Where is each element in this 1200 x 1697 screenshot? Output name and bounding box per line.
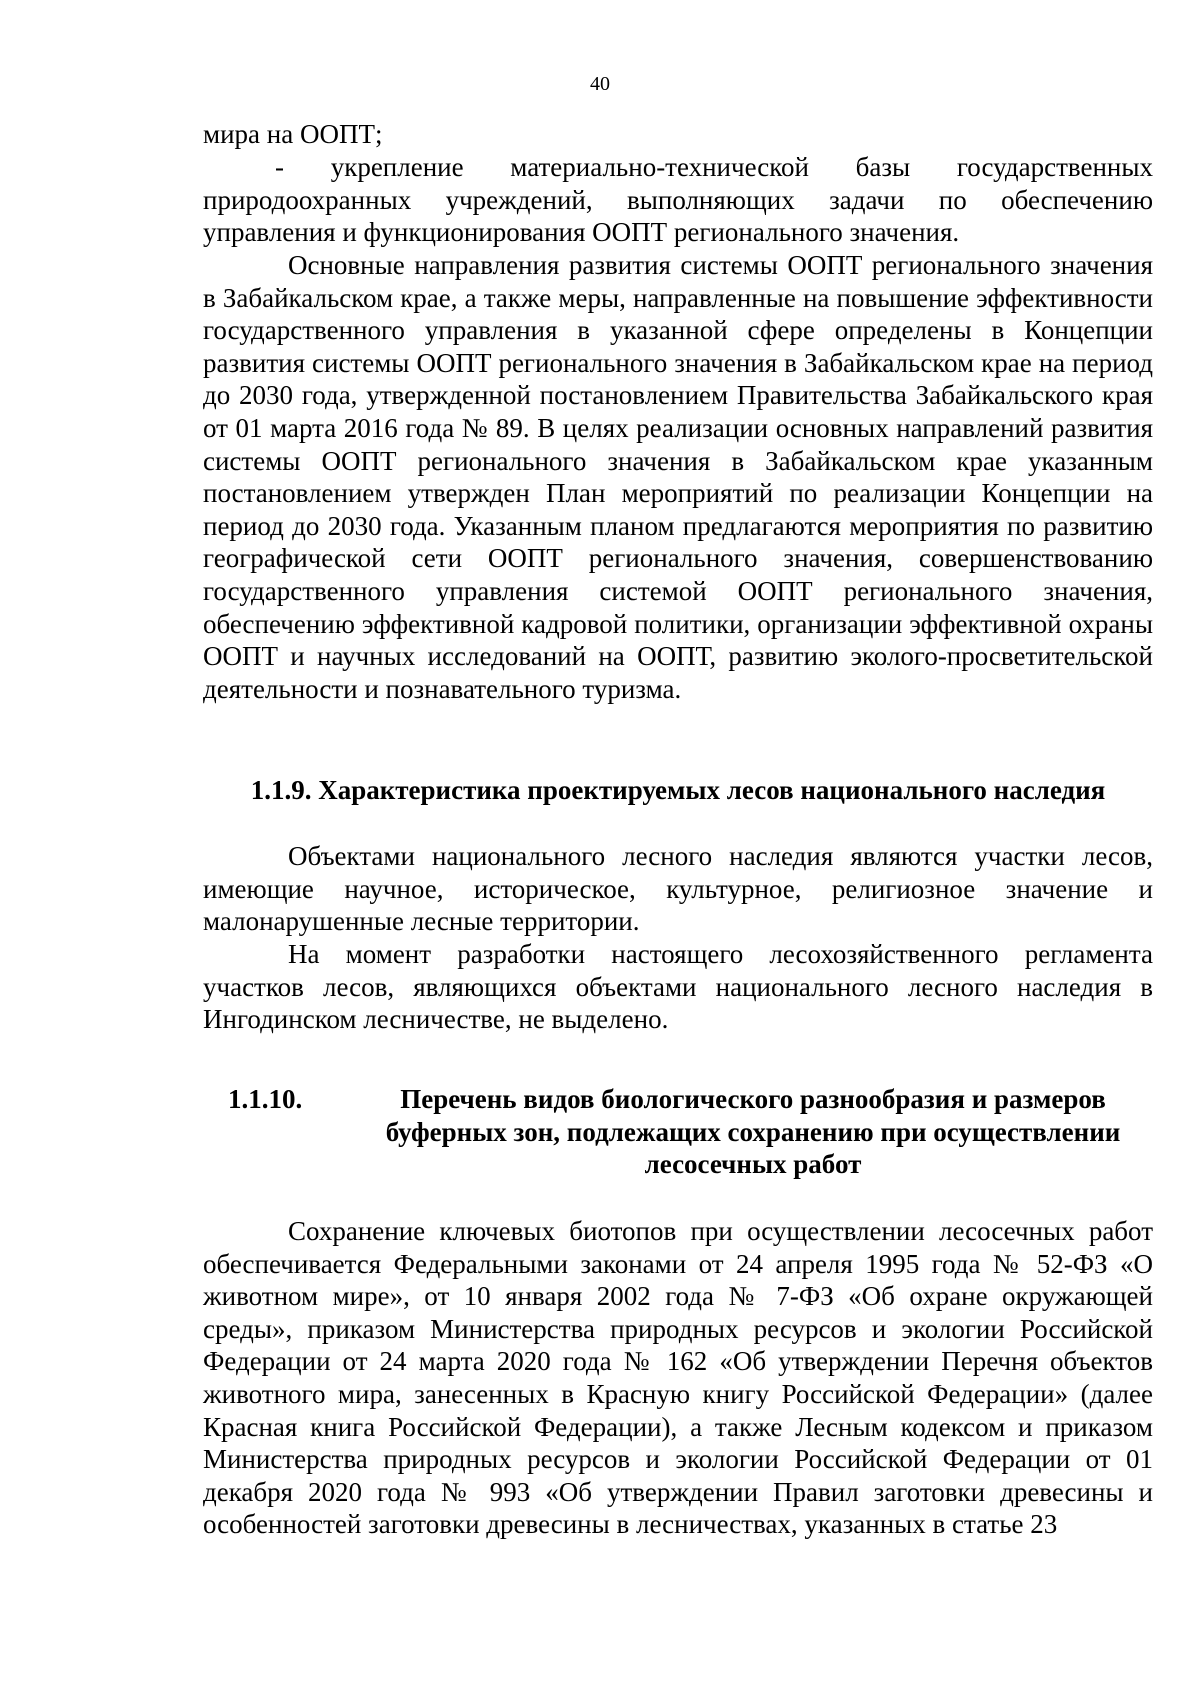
continuation-line: мира на ООПТ; [203, 119, 383, 149]
main-directions-paragraph: Основные направления развития системы ООПТ регионального значения в Забайкальском крае, а также меры, направленные на повышение эффективности государственного управления в указанной сфере определены в Концепции развития системы ООПТ регионального значения в Забайкальском крае на период до 2030 года, утвержденной постановлением Правительства Забайкальского края от 01 марта 2016 года № 89. В целях реализации основных направлений развития системы ООПТ регионального значения в Забайкальском крае указанным постановлением утвержден План мероприятий по реализации Концепции на период до 2030 года. Указанным планом предлагаются мероприятия по развитию географической сети ООПТ регионального значения, совершенствованию государственного управления системой ООПТ регионального значения, обеспечению эффективной кадровой политики, организации эффективной охраны ООПТ и научных исследований на ООПТ, развитию эколого-просветительской деятельности и познавательного туризма. [203, 250, 1153, 704]
section-1-1-9-paragraph-2: На момент разработки настоящего лесохозяйственного регламента участков лесов, являющихся объектами национального лесного наследия в Ингодинском лесничестве, не выделено. [203, 939, 1153, 1035]
section-number: 1.1.10. [228, 1084, 303, 1114]
section-title: Перечень видов биологического разнообразия и размеров буферных зон, подлежащих сохранению при осуществлении лесосечных работ [385, 1084, 1121, 1180]
section-1-1-10-paragraph-1: Сохранение ключевых биотопов при осуществлении лесосечных работ обеспечивается Федеральными законами от 24 апреля 1995 года № 52-ФЗ «О животном мире», от 10 января 2002 года № 7-ФЗ «Об охране окружающей среды», приказом Министерства природных ресурсов и экологии Российской Федерации от 24 марта 2020 года № 162 «Об утверждении Перечня объектов животного мира, занесенных в Красную книгу Российской Федерации» (далее Красная книга Российской Федерации), а также Лесным кодексом и приказом Министерства природных ресурсов и экологии Российской Федерации от 01 декабря 2020 года № 993 «Об утверждении Правил заготовки древесины и особенностей заготовки древесины в лесничествах, указанных в статье 23 [203, 1216, 1153, 1540]
list-item-paragraph: - укрепление материально-технической базы государственных природоохранных учреждений, выполняющих задачи по обеспечению управления и функционирования ООПТ регионального значения. [203, 152, 1153, 248]
section-heading-1-1-10 [203, 1083, 1153, 1181]
section-1-1-9-paragraph-1: Объектами национального лесного наследия являются участки лесов, имеющие научное, историческое, культурное, религиозное значение и малонарушенные лесные территории. [203, 841, 1153, 937]
page-number: 40 [590, 73, 610, 95]
section-heading-1-1-9: 1.1.9. Характеристика проектируемых лесов национального наследия [250, 775, 1106, 805]
